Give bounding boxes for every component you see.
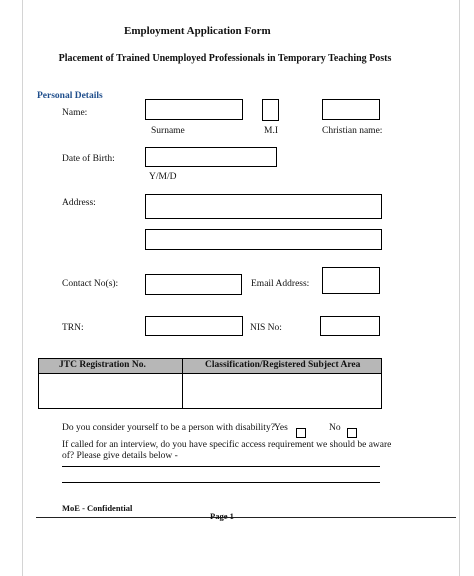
address-line-1-field[interactable] — [145, 194, 382, 219]
confidential-footer: MoE - Confidential — [62, 503, 133, 513]
date-of-birth-label: Date of Birth: — [62, 154, 115, 164]
disability-yes-checkbox[interactable] — [296, 428, 306, 438]
address-line-2-field[interactable] — [145, 229, 382, 250]
details-answer-line-2[interactable] — [62, 482, 380, 483]
christian-name-field[interactable] — [322, 99, 380, 120]
jtc-registration-header: JTC Registration No. — [59, 360, 146, 370]
middle-initial-field[interactable] — [262, 99, 279, 121]
email-address-label: Email Address: — [251, 279, 310, 289]
surname-field[interactable] — [145, 99, 243, 120]
page-number: Page 1 — [210, 511, 234, 521]
form-subtitle: Placement of Trained Unemployed Professionals in Temporary Teaching Posts — [58, 53, 392, 64]
contact-numbers-label: Contact No(s): — [62, 279, 119, 289]
surname-caption: Surname — [151, 126, 185, 136]
classification-cell[interactable] — [184, 374, 380, 408]
trn-label: TRN: — [62, 323, 84, 333]
no-label: No — [329, 423, 341, 433]
details-answer-line-1[interactable] — [62, 466, 380, 467]
registration-table — [38, 358, 382, 409]
form-title: Employment Application Form — [124, 25, 271, 37]
name-label: Name: — [62, 108, 88, 118]
disability-no-checkbox[interactable] — [347, 428, 357, 438]
interview-access-question: If called for an interview, do you have specific access requirement we should be aware of? Please give details below - — [62, 440, 392, 461]
date-of-birth-field[interactable] — [145, 147, 277, 167]
contact-numbers-field[interactable] — [145, 274, 242, 295]
email-address-field[interactable] — [322, 267, 380, 294]
jtc-registration-cell[interactable] — [40, 374, 181, 408]
yes-label: Yes — [274, 423, 288, 433]
footer-rule — [36, 517, 456, 518]
date-format-caption: Y/M/D — [149, 172, 177, 182]
address-label: Address: — [62, 198, 96, 208]
trn-field[interactable] — [145, 316, 243, 336]
middle-initial-caption: M.I — [264, 126, 278, 136]
classification-header: Classification/Registered Subject Area — [205, 360, 361, 370]
christian-name-caption: Christian name: — [322, 126, 383, 136]
disability-question: Do you consider yourself to be a person with disability? — [62, 423, 275, 433]
table-column-divider — [182, 359, 183, 408]
section-heading-personal-details: Personal Details — [37, 91, 103, 101]
nis-number-field[interactable] — [320, 316, 380, 336]
nis-number-label: NIS No: — [250, 323, 282, 333]
